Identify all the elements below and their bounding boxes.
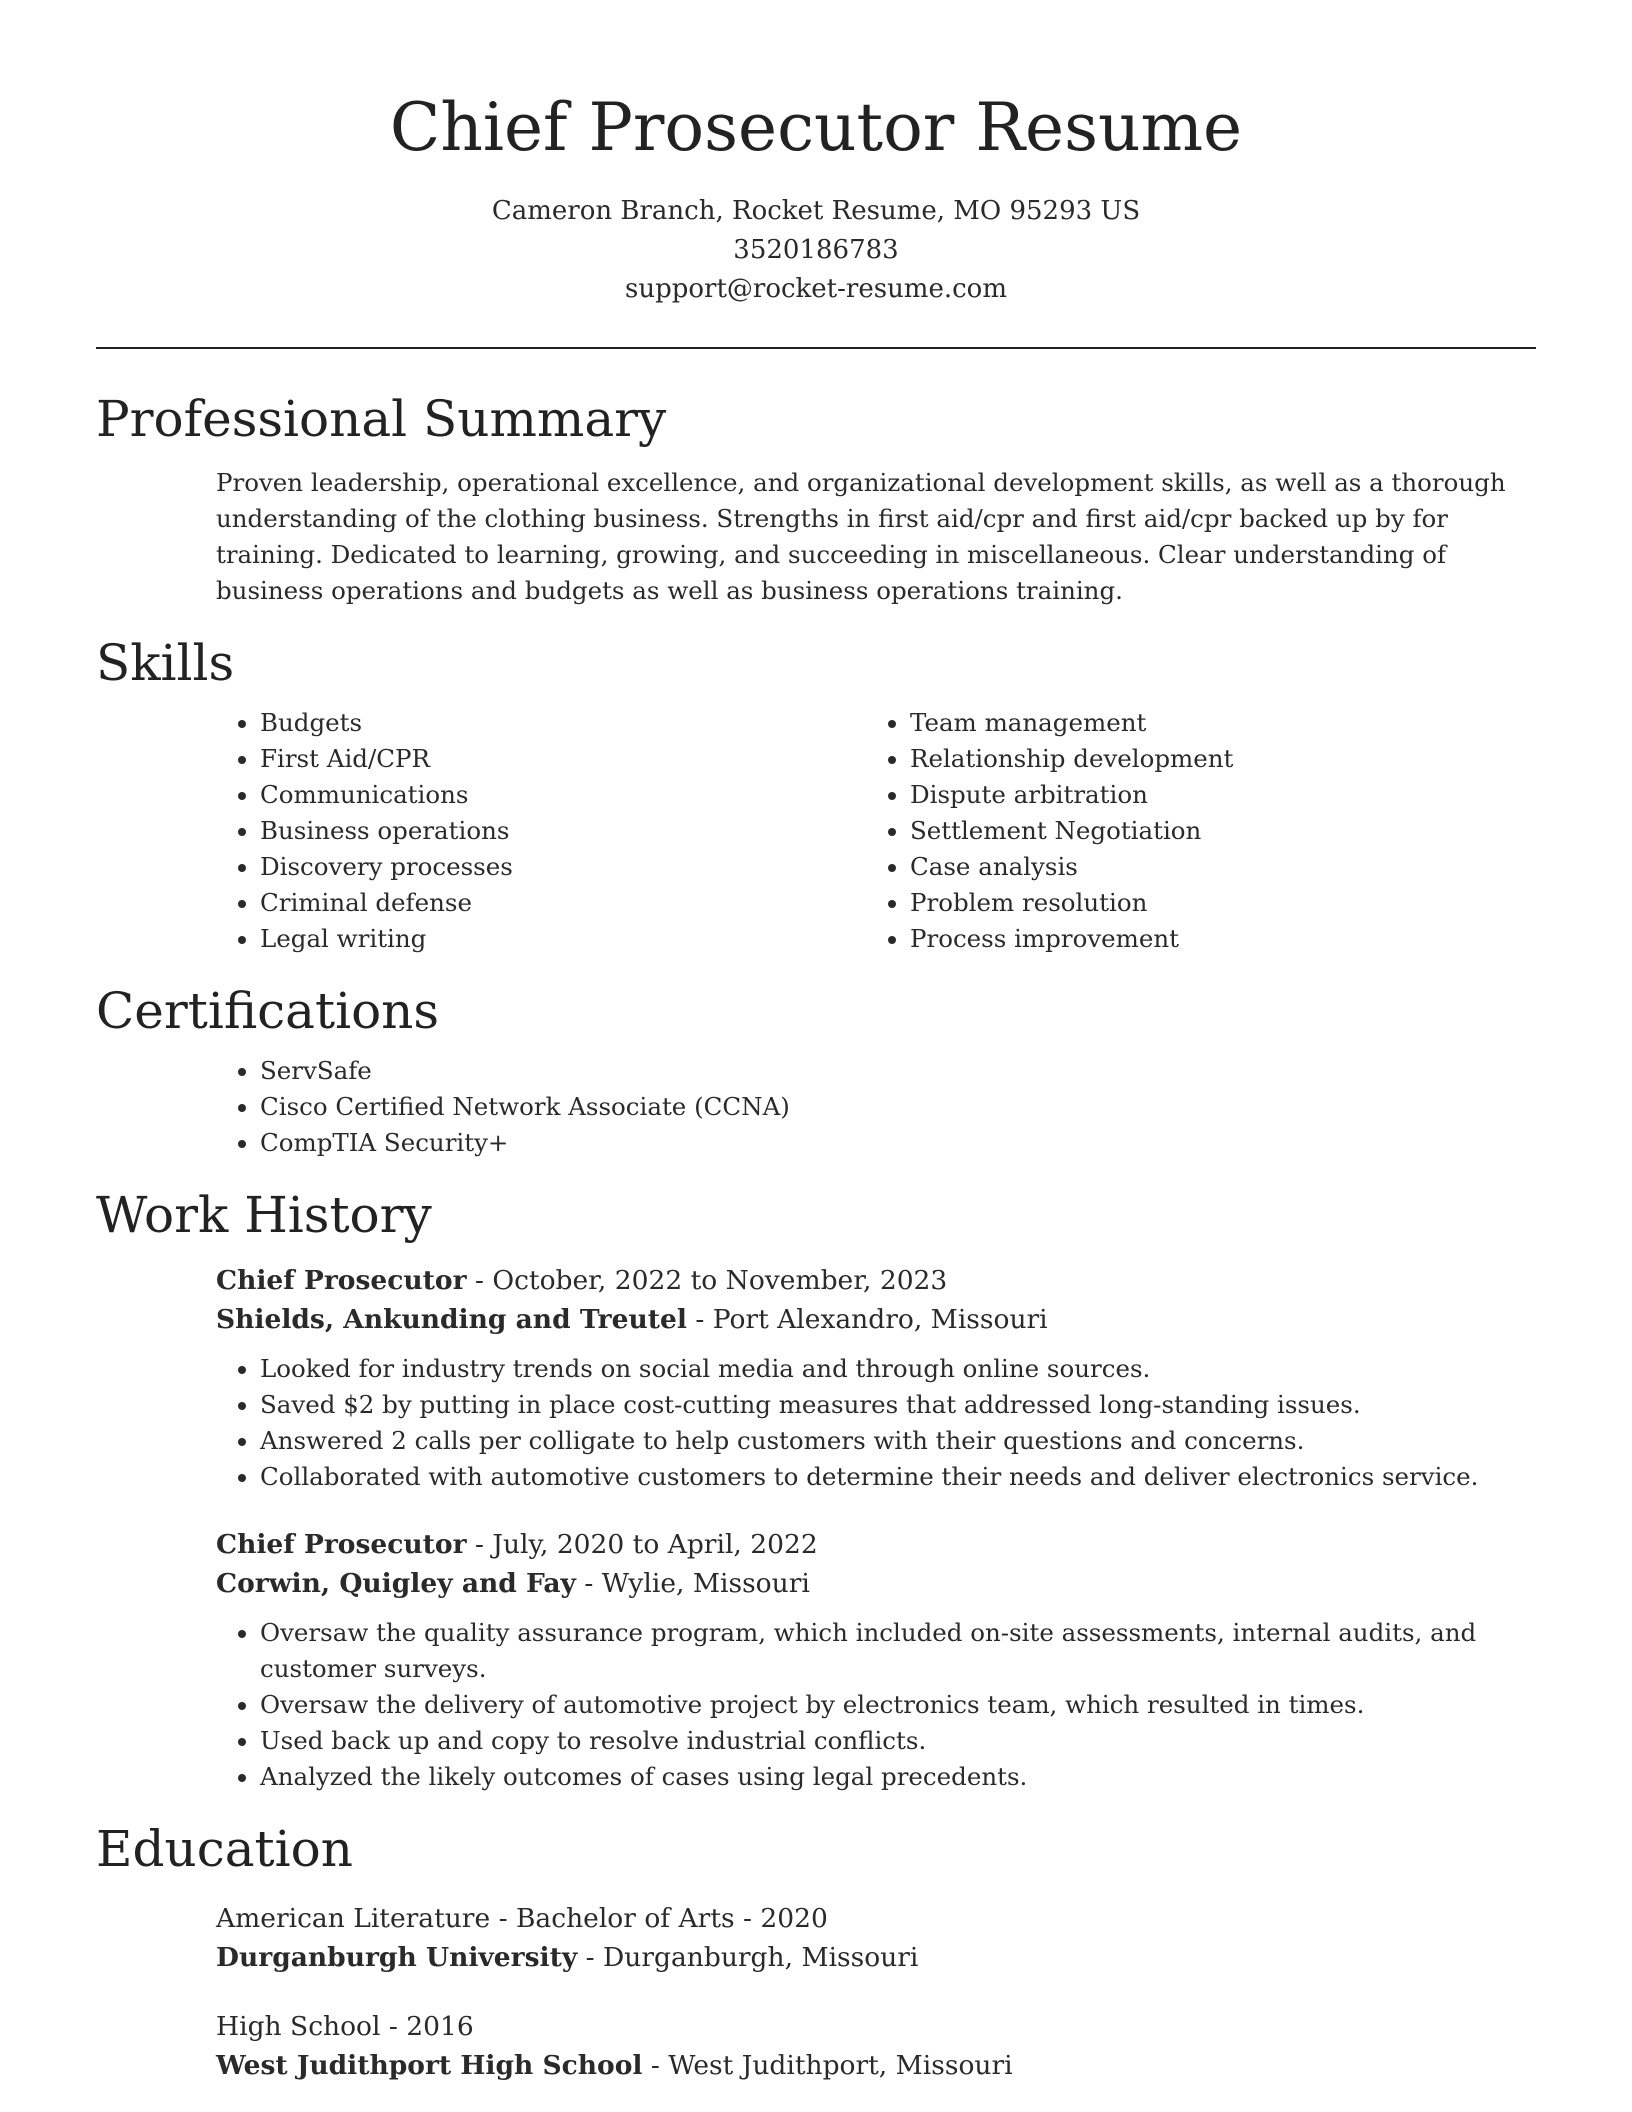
certification-item: • Cisco Certified Network Associate (CCNA) bbox=[260, 1089, 1536, 1125]
job-company: Corwin, Quigley and Fay bbox=[216, 1568, 576, 1599]
job-bullet-item: • Collaborated with automotive customers to determine their needs and deliver electronics service. bbox=[260, 1459, 1536, 1495]
skill-item: • First Aid/CPR bbox=[260, 741, 910, 777]
header-divider bbox=[96, 347, 1536, 349]
education-entry bbox=[96, 1899, 1536, 1977]
education-school-line bbox=[216, 1938, 1536, 1977]
job-bullets bbox=[96, 1351, 1536, 1495]
skill-item: • Criminal defense bbox=[260, 885, 910, 921]
skills-heading: Skills bbox=[96, 634, 235, 692]
skill-item: • Communications bbox=[260, 777, 910, 813]
skill-item: • Discovery processes bbox=[260, 849, 910, 885]
skill-item: • Legal writing bbox=[260, 921, 910, 957]
skills-list-right bbox=[910, 705, 1233, 957]
job-company: Shields, Ankunding and Treutel bbox=[216, 1304, 687, 1335]
job-bullet-item: • Analyzed the likely outcomes of cases using legal precedents. bbox=[260, 1759, 1536, 1795]
education-heading: Education bbox=[96, 1820, 353, 1878]
skill-item: • Process improvement bbox=[910, 921, 1233, 957]
job-bullets bbox=[96, 1615, 1536, 1795]
summary-text: Proven leadership, operational excellence, and organizational development skills, as well as a thorough understanding of the clothing business. Strengths in first aid/cpr and first aid/cpr backed up by for training. Dedicated to learning, growing, and succeeding in miscellaneous. Clear understanding of business operations and budgets as well as business operations training. bbox=[216, 468, 1506, 605]
job-title-line bbox=[216, 1261, 1536, 1300]
job-dates: - October, 2022 to November, 2023 bbox=[466, 1265, 948, 1296]
skill-item: • Budgets bbox=[260, 705, 910, 741]
job-title-line bbox=[216, 1525, 1536, 1564]
education-section bbox=[96, 1817, 1536, 2085]
skill-item: • Case analysis bbox=[910, 849, 1233, 885]
education-degree: High School - 2016 bbox=[216, 2011, 474, 2042]
education-location: - Durganburgh, Missouri bbox=[577, 1942, 919, 1973]
education-school: West Judithport High School bbox=[216, 2050, 643, 2081]
work-heading: Work History bbox=[96, 1186, 432, 1244]
job-entry bbox=[96, 1261, 1536, 1495]
certification-item: • ServSafe bbox=[260, 1053, 1536, 1089]
summary-section bbox=[96, 387, 1536, 609]
job-bullet-item: • Answered 2 calls per colligate to help customers with their questions and concerns. bbox=[260, 1423, 1536, 1459]
resume-header bbox=[0, 0, 1632, 309]
education-entry bbox=[96, 2007, 1536, 2085]
skill-item: • Business operations bbox=[260, 813, 910, 849]
skill-item: • Relationship development bbox=[910, 741, 1233, 777]
contact-block bbox=[0, 192, 1632, 309]
skills-section bbox=[96, 631, 1536, 957]
job-title: Chief Prosecutor bbox=[216, 1265, 467, 1296]
resume-title: Chief Prosecutor Resume bbox=[389, 89, 1243, 166]
work-section bbox=[96, 1183, 1536, 1795]
skills-columns bbox=[96, 705, 1536, 957]
job-bullet-item: • Oversaw the delivery of automotive project by electronics team, which resulted in times. bbox=[260, 1687, 1536, 1723]
job-bullet-item: • Used back up and copy to resolve industrial conflicts. bbox=[260, 1723, 1536, 1759]
skill-item: • Team management bbox=[910, 705, 1233, 741]
summary-heading: Professional Summary bbox=[96, 390, 667, 448]
certifications-heading: Certifications bbox=[96, 982, 440, 1040]
education-school: Durganburgh University bbox=[216, 1942, 578, 1973]
job-bullet-item: • Looked for industry trends on social media and through online sources. bbox=[260, 1351, 1536, 1387]
education-school-line bbox=[216, 2046, 1536, 2085]
certification-item: • CompTIA Security+ bbox=[260, 1125, 1536, 1161]
job-bullet-item: • Oversaw the quality assurance program, which included on-site assessments, internal audits, and customer surveys. bbox=[260, 1615, 1536, 1687]
job-company-line bbox=[216, 1300, 1536, 1339]
certifications-section bbox=[96, 979, 1536, 1161]
contact-address: Cameron Branch, Rocket Resume, MO 95293 US bbox=[491, 196, 1141, 226]
skill-item: • Settlement Negotiation bbox=[910, 813, 1233, 849]
job-location: - Wylie, Missouri bbox=[575, 1568, 810, 1599]
contact-phone: 3520186783 bbox=[733, 235, 899, 265]
skills-list-left bbox=[96, 705, 910, 957]
job-company-line bbox=[216, 1564, 1536, 1603]
education-degree: American Literature - Bachelor of Arts - 2020 bbox=[216, 1903, 828, 1934]
job-location: - Port Alexandro, Missouri bbox=[686, 1304, 1048, 1335]
skill-item: • Problem resolution bbox=[910, 885, 1233, 921]
job-bullet-item: • Saved $2 by putting in place cost-cutting measures that addressed long-standing issues. bbox=[260, 1387, 1536, 1423]
job-entry bbox=[96, 1525, 1536, 1795]
certifications-list bbox=[96, 1053, 1536, 1161]
job-title: Chief Prosecutor bbox=[216, 1529, 467, 1560]
contact-email: support@rocket-resume.com bbox=[624, 274, 1007, 304]
skill-item: • Dispute arbitration bbox=[910, 777, 1233, 813]
job-dates: - July, 2020 to April, 2022 bbox=[466, 1529, 818, 1560]
education-location: - West Judithport, Missouri bbox=[642, 2050, 1013, 2081]
